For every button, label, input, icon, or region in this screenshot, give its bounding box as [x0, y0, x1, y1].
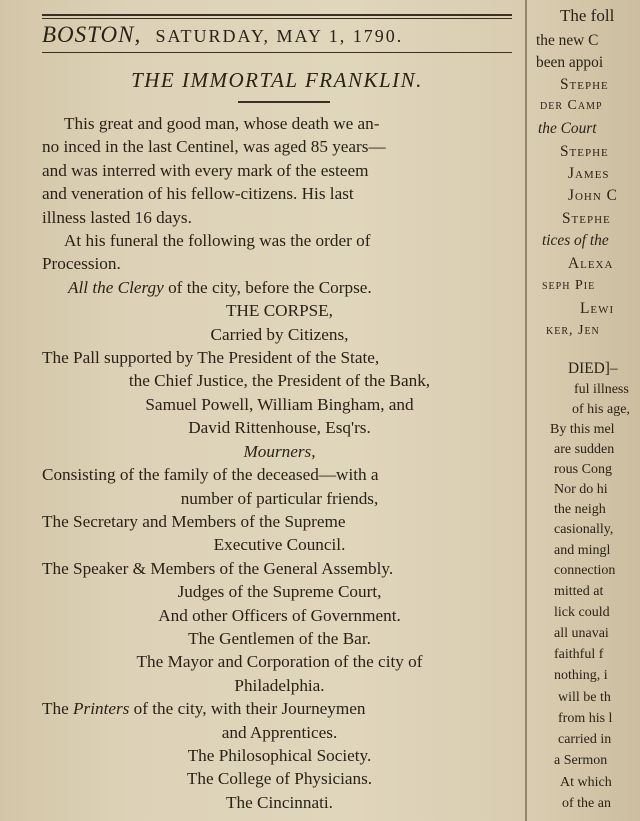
adjacent-line: of his age,: [572, 402, 630, 417]
procession-mayor: Philadelphia.: [234, 675, 325, 695]
procession-speaker: The Speaker & Members of the General Assembly.: [42, 558, 394, 578]
procession-secretary: The Secretary and Members of the Supreme: [42, 511, 346, 531]
adjacent-line: Stephe: [560, 143, 609, 160]
procession-mayor: The Mayor and Corporation of the city of: [136, 652, 423, 672]
procession-printers: [42, 697, 517, 720]
adjacent-line: ful illness: [574, 382, 629, 397]
body-line: no inced in the last Centinel, was aged 85 years—: [42, 137, 386, 157]
adjacent-line: By this mel: [550, 422, 615, 437]
clergy-text: of the city, before the Corpse.: [163, 277, 372, 297]
adjacent-line: are sudden: [554, 442, 615, 457]
adjacent-line: of the an: [562, 796, 611, 811]
dateline-date: SATURDAY, MAY 1, 1790.: [155, 26, 404, 46]
adjacent-line: all unavai: [554, 626, 609, 641]
printers-emphasis: Printers: [73, 699, 130, 719]
mourners-emphasis: Mourners,: [243, 441, 316, 461]
adjacent-line: tices of the: [542, 232, 609, 249]
article-headline: THE IMMORTAL FRANKLIN.: [131, 68, 423, 92]
adjacent-line: John C: [568, 187, 618, 204]
procession-pall: David Rittenhouse, Esq'rs.: [188, 418, 371, 438]
body-line: At his funeral the following was the order of: [64, 231, 371, 251]
procession-officers: And other Officers of Government.: [158, 605, 401, 625]
headline-rule: [238, 101, 330, 103]
procession-pall: Samuel Powell, William Bingham, and: [145, 394, 414, 414]
adjacent-column: [532, 0, 640, 821]
body-line: illness lasted 16 days.: [42, 207, 192, 227]
procession-corpse: THE CORPSE,: [226, 301, 333, 321]
adjacent-line: connection: [554, 563, 616, 578]
adjacent-line: DIED]–: [568, 360, 618, 377]
adjacent-line: Stephe: [562, 210, 611, 227]
clergy-emphasis: All the Clergy: [68, 277, 164, 297]
adjacent-line: ker, Jen: [546, 323, 600, 338]
adjacent-line: nothing, i: [554, 668, 608, 683]
dateline-city: BOSTON,: [42, 22, 142, 47]
adjacent-line: a Sermon: [554, 753, 608, 768]
procession-judges: Judges of the Supreme Court,: [177, 582, 382, 602]
procession-pall: The Pall supported by The President of the State,: [42, 348, 380, 368]
adjacent-line: James: [568, 165, 610, 182]
adjacent-line: At which: [560, 775, 612, 790]
body-line: and veneration of his fellow-citizens. His last: [42, 184, 354, 204]
procession-consisting: Consisting of the family of the deceased—with a: [42, 465, 379, 485]
procession-bar: The Gentlemen of the Bar.: [188, 628, 371, 648]
adjacent-line: from his l: [558, 711, 613, 726]
column-divider: [525, 0, 527, 821]
procession-cincinnati: The Cincinnati.: [226, 792, 333, 812]
body-line: Procession.: [42, 254, 121, 274]
adjacent-line: seph Pie: [542, 278, 596, 293]
procession-philosophical: The Philosophical Society.: [187, 745, 372, 765]
adjacent-line: carried in: [558, 732, 612, 747]
adjacent-line: Nor do hi: [554, 482, 608, 497]
adjacent-line: the new C: [536, 32, 599, 49]
adjacent-line: faithful f: [554, 647, 604, 662]
procession-pall: the Chief Justice, the President of the Bank,: [128, 371, 431, 391]
procession-mourners: [42, 440, 517, 463]
adjacent-line: will be th: [558, 690, 611, 705]
adjacent-line: the neigh: [554, 502, 606, 517]
printers-text-a: The: [42, 699, 74, 719]
adjacent-line: mitted at: [554, 584, 604, 599]
dateline-rule: [42, 52, 512, 53]
adjacent-line: Alexa: [568, 255, 614, 272]
adjacent-line: the Court: [538, 120, 597, 137]
body-line: and was interred with every mark of the esteem: [42, 160, 369, 180]
procession-secretary: Executive Council.: [213, 535, 346, 555]
top-rule-thin: [42, 18, 512, 19]
procession-clergy: [42, 276, 517, 299]
adjacent-line: lick could: [554, 605, 610, 620]
printers-text-b: of the city, with their Journeymen: [129, 699, 366, 719]
procession-apprentices: and Apprentices.: [221, 722, 338, 742]
body-line: This great and good man, whose death we an-: [64, 114, 380, 133]
procession-consisting: number of particular friends,: [180, 488, 379, 508]
adjacent-line: casionally,: [554, 522, 614, 537]
procession-college: The College of Physicians.: [186, 769, 373, 789]
adjacent-line: and mingl: [554, 543, 611, 558]
article-body: [42, 112, 517, 814]
top-rule: [42, 14, 512, 16]
adjacent-line: der Camp: [540, 98, 603, 113]
adjacent-line: Lewi: [580, 300, 615, 317]
adjacent-line: The foll: [560, 6, 615, 25]
adjacent-line: Stephe: [560, 76, 609, 93]
dateline: [42, 22, 512, 48]
adjacent-line: been appoi: [536, 54, 604, 71]
procession-carried: Carried by Citizens,: [210, 324, 349, 344]
adjacent-line: rous Cong: [554, 462, 612, 477]
